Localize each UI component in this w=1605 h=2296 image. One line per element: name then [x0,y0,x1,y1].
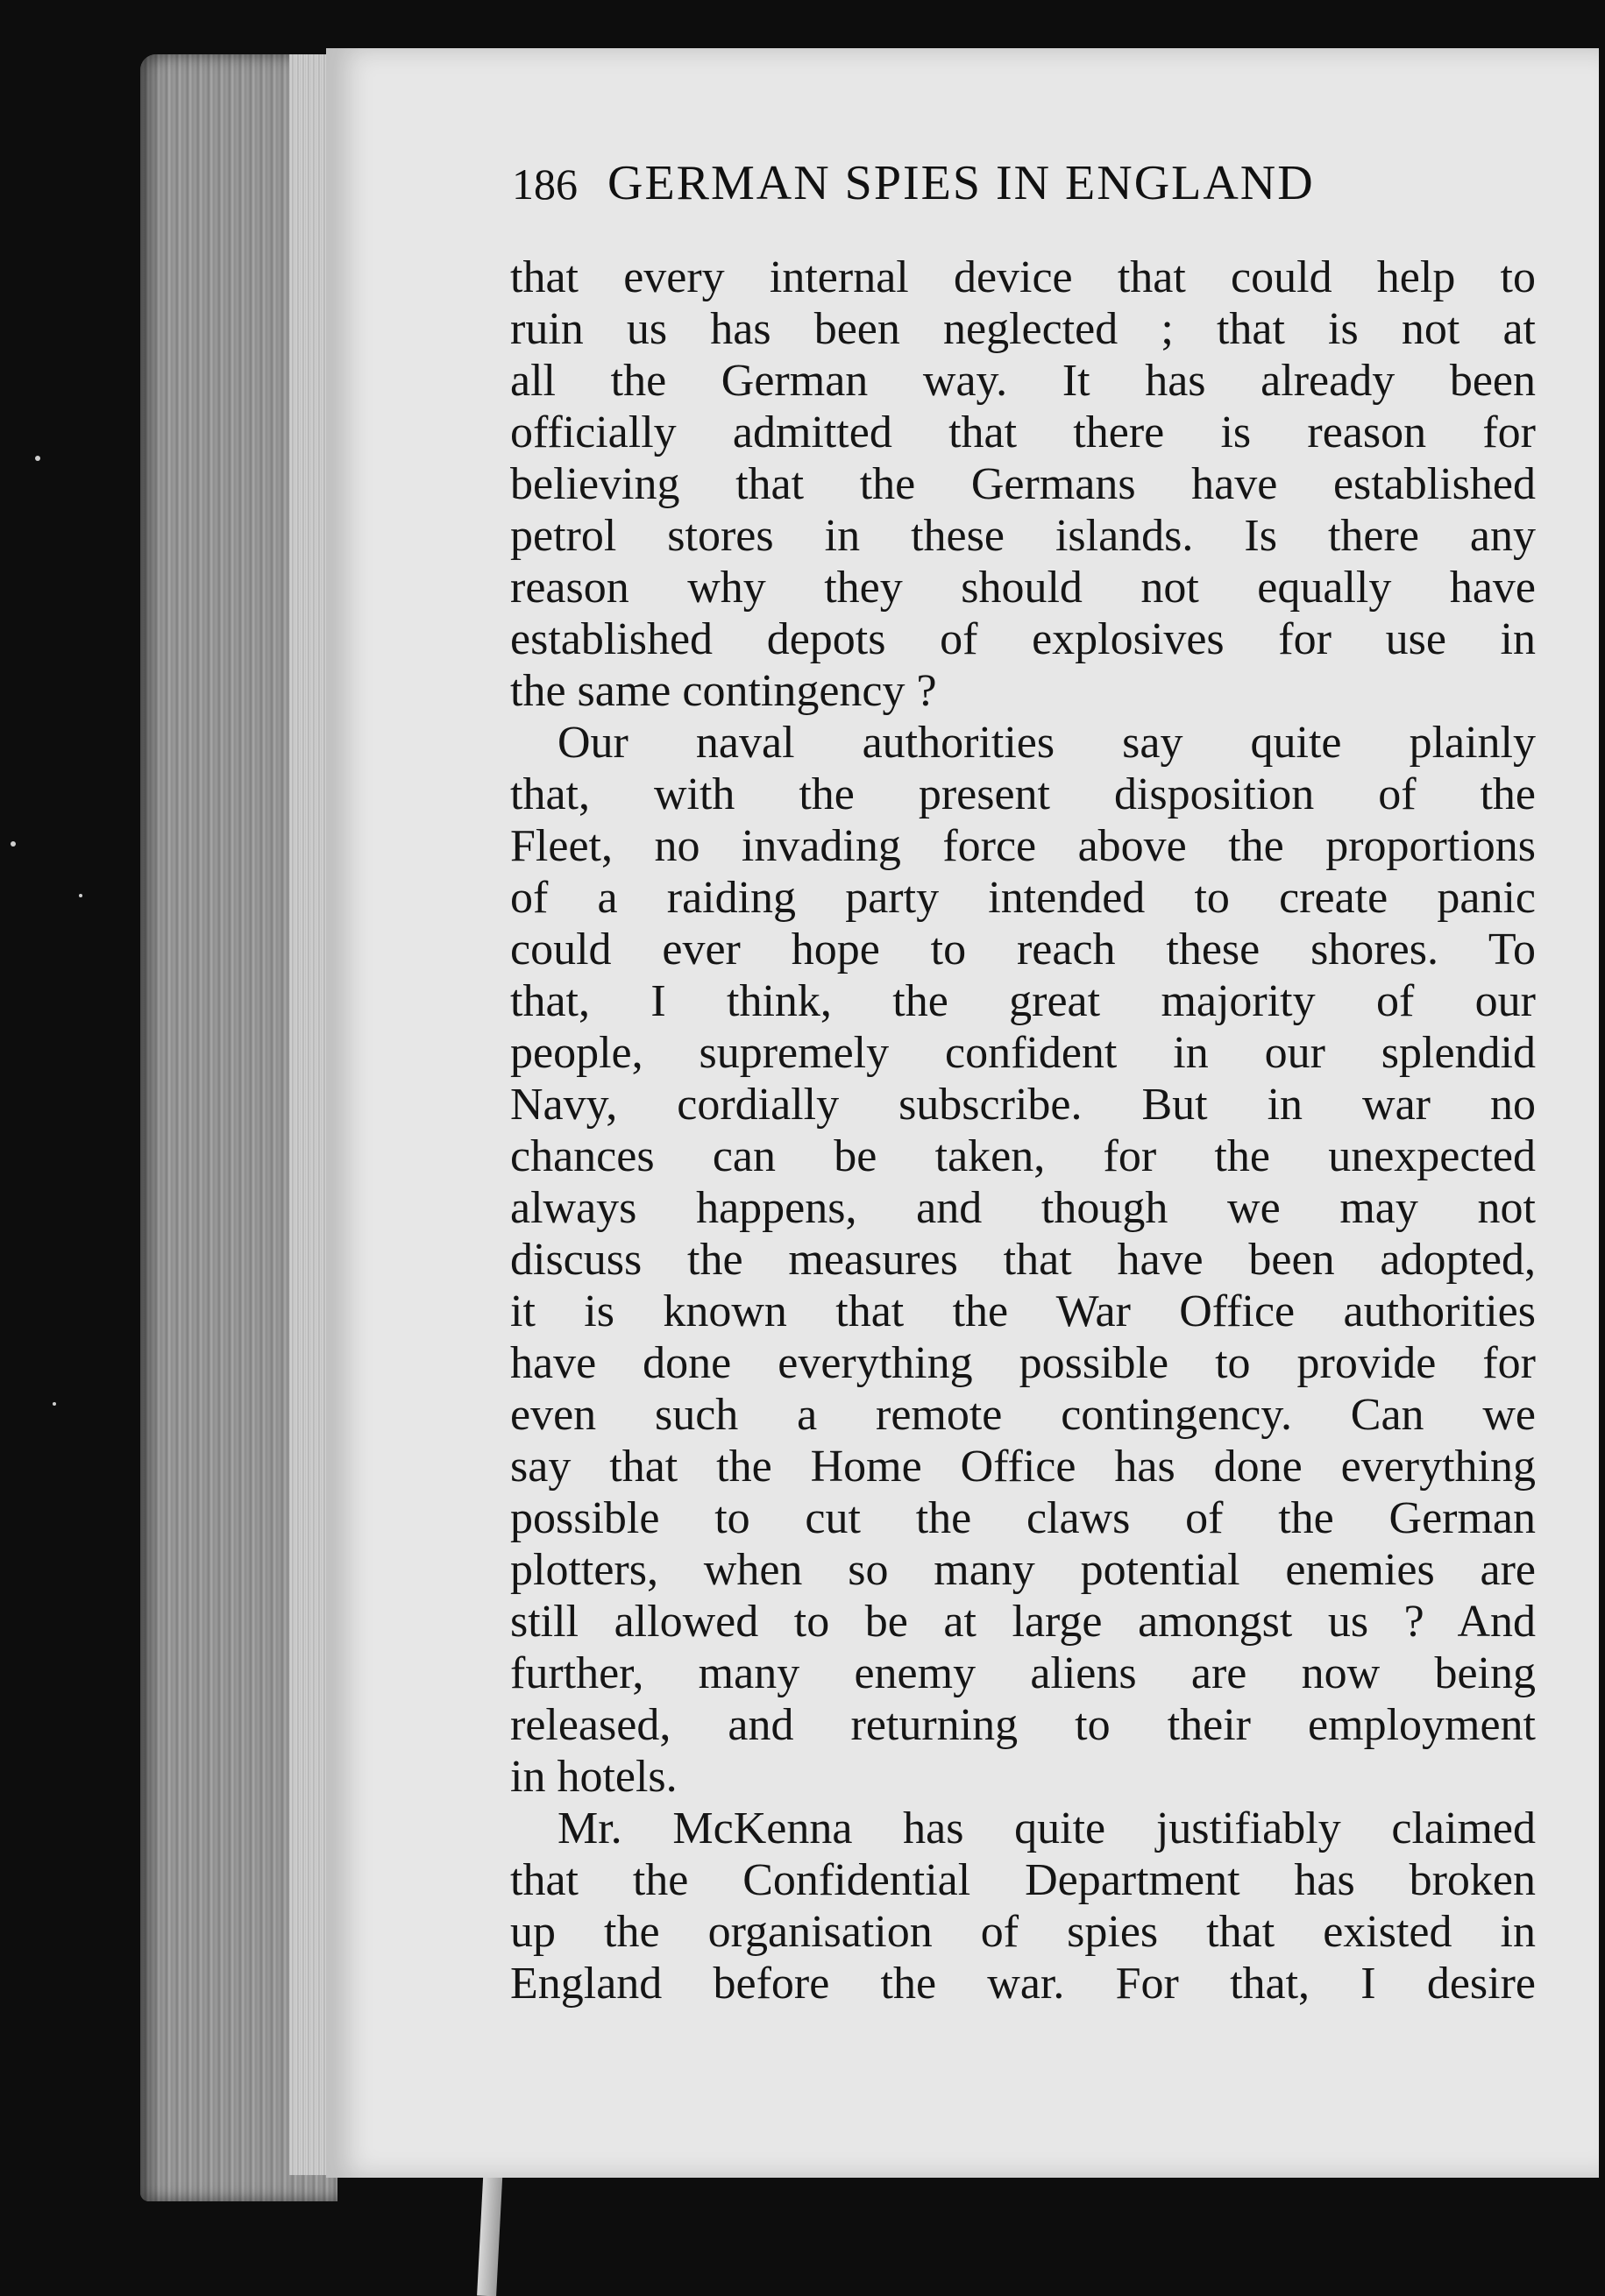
dust-speck [35,456,40,461]
body-text [510,252,1536,2009]
text-line: people, supremely confident in our splendid [510,1028,1536,1078]
paragraph-first-line: Our naval authorities say quite plainly [557,718,1536,768]
dust-speck [11,841,16,847]
text-line: it is known that the War Office authorities [510,1286,1536,1336]
running-head [512,155,1605,225]
text-line: possible to cut the claws of the German [510,1493,1536,1543]
text-line: reason why they should not equally have [510,563,1536,613]
dust-speck [79,894,82,897]
paragraph-first-line: Mr. McKenna has quite justifiably claimed [557,1803,1536,1853]
text-line: England before the war. For that, I desire [510,1959,1536,2009]
text-line: even such a remote contingency. Can we [510,1390,1536,1440]
text-line: chances can be taken, for the unexpected [510,1131,1536,1181]
bookmark-ribbon [477,2165,503,2296]
text-line: petrol stores in these islands. Is there any [510,511,1536,561]
text-line: further, many enemy aliens are now being [510,1648,1536,1698]
text-line: up the organisation of spies that existed in [510,1907,1536,1957]
text-line: still allowed to be at large amongst us ? And [510,1597,1536,1647]
book-page [326,48,1599,2178]
dust-speck [53,1402,56,1406]
text-line: have done everything possible to provide for [510,1338,1536,1388]
text-line: Fleet, no invading force above the proportions [510,821,1536,871]
text-line: plotters, when so many potential enemies are [510,1545,1536,1595]
text-line: could ever hope to reach these shores. To [510,925,1536,974]
text-line: released, and returning to their employment [510,1700,1536,1750]
text-line: of a raiding party intended to create panic [510,873,1536,923]
text-line: that the Confidential Department has broken [510,1855,1536,1905]
text-line: all the German way. It has already been [510,356,1536,406]
text-line: that every internal device that could help to [510,252,1536,302]
text-line: say that the Home Office has done everything [510,1442,1536,1492]
text-line: the same contingency ? [510,666,937,716]
text-line: discuss the measures that have been adopted, [510,1235,1536,1285]
text-line: officially admitted that there is reason for [510,407,1536,457]
text-line: that, with the present disposition of the [510,769,1536,819]
text-line: Navy, cordially subscribe. But in war no [510,1080,1536,1130]
text-line: that, I think, the great majority of our [510,976,1536,1026]
text-line: established depots of explosives for use in [510,614,1536,664]
running-title: GERMAN SPIES IN ENGLAND [607,156,1315,210]
text-line: in hotels. [510,1752,678,1802]
text-line: always happens, and though we may not [510,1183,1536,1233]
text-line: ruin us has been neglected ; that is not at [510,304,1536,354]
page-number: 186 [512,159,578,209]
text-line: believing that the Germans have established [510,459,1536,509]
